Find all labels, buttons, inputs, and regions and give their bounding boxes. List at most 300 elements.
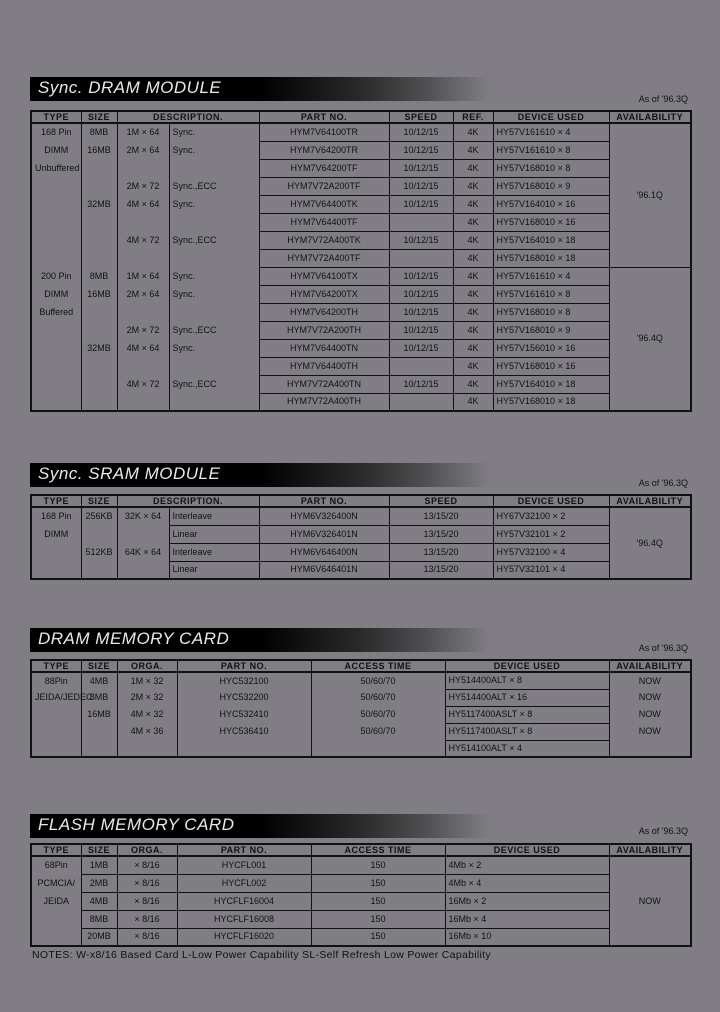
type-cell [31, 706, 81, 723]
size-cell: 8MB [81, 910, 117, 928]
part-no-cell: HYM6V646401N [259, 561, 389, 579]
header-orga: ORGA. [117, 844, 177, 856]
type-cell [31, 375, 81, 393]
type-cell [31, 321, 81, 339]
part-no-cell: HYM6V326400N [259, 507, 389, 525]
availability-cell: NOW [609, 706, 691, 723]
ssram-asof: As of '96.3Q [638, 478, 688, 488]
desc-cell: Sync.,ECC [169, 231, 259, 249]
device-cell: HY57V164010 × 18 [493, 375, 609, 393]
header-type: TYPE [31, 660, 81, 672]
part-no-cell: HYM6V326401N [259, 525, 389, 543]
org-cell [117, 393, 169, 411]
table-row [31, 213, 691, 231]
org-cell: 4M × 64 [117, 195, 169, 213]
size-cell: 256KB [81, 507, 117, 525]
ssram-table [30, 494, 692, 580]
ref-cell: 4K [453, 339, 493, 357]
part-no-cell: HYM7V72A200TH [259, 321, 389, 339]
ssram-banner [30, 463, 490, 487]
size-cell: 16MB [81, 285, 117, 303]
desc-cell: Sync. [169, 285, 259, 303]
ref-cell: 4K [453, 123, 493, 141]
header-device-used: DEVICE USED [493, 495, 609, 507]
access-time-cell: 50/60/70 [311, 672, 445, 689]
type-cell: 168 Pin [31, 507, 81, 525]
header-size: SIZE [81, 660, 117, 672]
type-cell [31, 928, 81, 946]
desc-cell: Sync. [169, 141, 259, 159]
size-cell: 2MB [81, 874, 117, 892]
header-speed: SPEED [389, 495, 493, 507]
header-description: DESCRIPTION. [117, 495, 259, 507]
org-cell: × 8/16 [117, 874, 177, 892]
table-row [31, 267, 691, 285]
access-time-cell: 150 [311, 892, 445, 910]
part-no-cell: HYM7V72A400TK [259, 231, 389, 249]
table-row [31, 195, 691, 213]
org-cell: × 8/16 [117, 910, 177, 928]
device-cell: HY57V32100 × 4 [493, 543, 609, 561]
access-time-cell: 150 [311, 856, 445, 874]
part-no-cell: HYC536410 [177, 723, 311, 740]
header-speed: SPEED [389, 111, 453, 123]
speed-cell: 10/12/15 [389, 321, 453, 339]
device-cell: HY57V168010 × 8 [493, 159, 609, 177]
org-cell: 4M × 72 [117, 231, 169, 249]
type-cell [31, 723, 81, 740]
org-cell [117, 249, 169, 267]
device-cell: HY57V168010 × 9 [493, 321, 609, 339]
flash-card-title: FLASH MEMORY CARD [38, 815, 235, 834]
flash-card-banner [30, 814, 490, 838]
device-cell: HY57V161610 × 4 [493, 267, 609, 285]
device-cell: HY57V168010 × 8 [493, 303, 609, 321]
table-row [31, 928, 691, 946]
org-cell: 64K × 64 [117, 543, 169, 561]
table-row [31, 561, 691, 579]
org-cell [117, 525, 169, 543]
type-cell: 168 Pin [31, 123, 81, 141]
org-cell: 4M × 36 [117, 723, 177, 740]
desc-cell: Sync. [169, 123, 259, 141]
availability-cell: '96.4Q [609, 267, 691, 411]
org-cell: × 8/16 [117, 928, 177, 946]
desc-cell: Sync.,ECC [169, 375, 259, 393]
table-row [31, 672, 691, 689]
org-cell: 2M × 32 [117, 689, 177, 706]
access-time-cell: 150 [311, 874, 445, 892]
speed-cell: 13/15/20 [389, 561, 493, 579]
header-device-used: DEVICE USED [445, 844, 609, 856]
availability-cell: NOW [609, 689, 691, 706]
type-cell: Unbuffered [31, 159, 81, 177]
type-cell [31, 357, 81, 375]
ref-cell: 4K [453, 357, 493, 375]
size-cell [81, 159, 117, 177]
device-cell: 16Mb × 10 [445, 928, 609, 946]
type-cell [31, 393, 81, 411]
desc-cell: Sync.,ECC [169, 177, 259, 195]
table-row [31, 231, 691, 249]
speed-cell: 10/12/15 [389, 177, 453, 195]
device-cell: HY57V161610 × 4 [493, 123, 609, 141]
org-cell: 4M × 64 [117, 339, 169, 357]
org-cell: 1M × 64 [117, 123, 169, 141]
device-cell: HY57V168010 × 18 [493, 249, 609, 267]
availability-cell: '96.1Q [609, 123, 691, 267]
org-cell: 2M × 64 [117, 285, 169, 303]
sdram-header-row [31, 111, 691, 123]
size-cell [81, 375, 117, 393]
header-device-used: DEVICE USED [445, 660, 609, 672]
type-cell [31, 339, 81, 357]
ref-cell: 4K [453, 141, 493, 159]
speed-cell: 10/12/15 [389, 285, 453, 303]
device-cell: HY514400ALT × 16 [445, 689, 609, 706]
table-row [31, 321, 691, 339]
type-cell: DIMM [31, 525, 81, 543]
speed-cell: 10/12/15 [389, 123, 453, 141]
size-cell [81, 723, 117, 740]
desc-cell [169, 303, 259, 321]
header-description: DESCRIPTION. [117, 111, 259, 123]
header-type: TYPE [31, 844, 81, 856]
type-cell [31, 910, 81, 928]
device-cell: 4Mb × 4 [445, 874, 609, 892]
header-part-no: PART NO. [177, 660, 311, 672]
table-row [31, 159, 691, 177]
speed-cell [389, 213, 453, 231]
desc-cell [169, 213, 259, 231]
size-cell [81, 303, 117, 321]
desc-cell [169, 249, 259, 267]
ref-cell: 4K [453, 375, 493, 393]
ssram-title: Sync. SRAM MODULE [38, 464, 221, 483]
part-no-cell: HYCFL002 [177, 874, 311, 892]
part-no-cell: HYM7V72A400TF [259, 249, 389, 267]
speed-cell: 10/12/15 [389, 303, 453, 321]
ref-cell: 4K [453, 213, 493, 231]
type-cell [31, 195, 81, 213]
org-cell: 32K × 64 [117, 507, 169, 525]
speed-cell [389, 357, 453, 375]
size-cell [81, 177, 117, 195]
header-availability: AVAILABILITY [609, 844, 691, 856]
dram-card-table [30, 659, 692, 758]
flash-card-asof: As of '96.3Q [638, 826, 688, 836]
access-time-cell: 50/60/70 [311, 689, 445, 706]
ref-cell: 4K [453, 303, 493, 321]
speed-cell: 10/12/15 [389, 267, 453, 285]
size-cell [81, 249, 117, 267]
desc-cell: Sync.,ECC [169, 321, 259, 339]
part-no-cell: HYM7V64200TF [259, 159, 389, 177]
header-availability: AVAILABILITY [609, 495, 691, 507]
ref-cell: 4K [453, 321, 493, 339]
device-cell: HY57V156010 × 16 [493, 339, 609, 357]
table-row [31, 706, 691, 723]
speed-cell: 10/12/15 [389, 195, 453, 213]
table-row [31, 525, 691, 543]
ref-cell: 4K [453, 231, 493, 249]
size-cell: 1MB [81, 856, 117, 874]
part-no-cell: HYM6V646400N [259, 543, 389, 561]
type-cell [31, 231, 81, 249]
org-cell: 2M × 72 [117, 321, 169, 339]
table-row [31, 892, 691, 910]
table-row [31, 249, 691, 267]
desc-cell [169, 393, 259, 411]
header-orga: ORGA. [117, 660, 177, 672]
ref-cell: 4K [453, 249, 493, 267]
size-cell [81, 525, 117, 543]
availability-cell: NOW [609, 856, 691, 946]
device-cell: HY57V32101 × 4 [493, 561, 609, 579]
dram-card-title: DRAM MEMORY CARD [38, 629, 230, 648]
desc-cell: Interleave [169, 543, 259, 561]
sdram-title: Sync. DRAM MODULE [38, 78, 222, 97]
device-cell: HY57V161610 × 8 [493, 285, 609, 303]
size-cell: 16MB [81, 706, 117, 723]
dram-card-header-row [31, 660, 691, 672]
size-cell: 20MB [81, 928, 117, 946]
org-cell [117, 740, 177, 757]
part-no-cell: HYCFLF16020 [177, 928, 311, 946]
header-type: TYPE [31, 111, 81, 123]
type-cell: PCMCIA/ [31, 874, 81, 892]
type-cell: DIMM [31, 285, 81, 303]
device-cell: HY514400ALT × 8 [445, 672, 609, 689]
size-cell: 32MB [81, 339, 117, 357]
table-row [31, 123, 691, 141]
speed-cell: 13/15/20 [389, 507, 493, 525]
header-part-no: PART NO. [177, 844, 311, 856]
type-cell [31, 740, 81, 757]
header-size: SIZE [81, 495, 117, 507]
device-cell: HY57V32101 × 2 [493, 525, 609, 543]
part-no-cell: HYC532410 [177, 706, 311, 723]
access-time-cell: 50/60/70 [311, 706, 445, 723]
speed-cell: 10/12/15 [389, 231, 453, 249]
type-cell [31, 561, 81, 579]
part-no-cell: HYM7V64400TK [259, 195, 389, 213]
type-cell: 68Pin [31, 856, 81, 874]
speed-cell [389, 249, 453, 267]
speed-cell: 10/12/15 [389, 339, 453, 357]
header-part-no: PART NO. [259, 111, 389, 123]
access-time-cell: 150 [311, 928, 445, 946]
part-no-cell: HYCFL001 [177, 856, 311, 874]
header-access-time: ACCESS TIME [311, 660, 445, 672]
flash-card-header-row [31, 844, 691, 856]
device-cell: 4Mb × 2 [445, 856, 609, 874]
desc-cell: Sync. [169, 339, 259, 357]
size-cell [81, 740, 117, 757]
availability-cell: '96.4Q [609, 507, 691, 579]
device-cell: HY57V168010 × 9 [493, 177, 609, 195]
table-row [31, 375, 691, 393]
access-time-cell [311, 740, 445, 757]
speed-cell: 10/12/15 [389, 159, 453, 177]
org-cell: × 8/16 [117, 892, 177, 910]
size-cell [81, 321, 117, 339]
type-cell [31, 249, 81, 267]
device-cell: HY57V168010 × 16 [493, 357, 609, 375]
table-row [31, 723, 691, 740]
size-cell: 32MB [81, 195, 117, 213]
speed-cell: 10/12/15 [389, 141, 453, 159]
access-time-cell: 150 [311, 910, 445, 928]
header-device-used: DEVICE USED [493, 111, 609, 123]
size-cell: 16MB [81, 141, 117, 159]
type-cell: 200 Pin [31, 267, 81, 285]
desc-cell: Sync. [169, 267, 259, 285]
size-cell [81, 561, 117, 579]
header-size: SIZE [81, 844, 117, 856]
org-cell: 1M × 64 [117, 267, 169, 285]
org-cell: 2M × 72 [117, 177, 169, 195]
desc-cell: Interleave [169, 507, 259, 525]
device-cell: HY57V168010 × 18 [493, 393, 609, 411]
sdram-banner [30, 77, 490, 101]
dram-card-asof: As of '96.3Q [638, 643, 688, 653]
part-no-cell: HYC532100 [177, 672, 311, 689]
org-cell: × 8/16 [117, 856, 177, 874]
desc-cell [169, 159, 259, 177]
header-size: SIZE [81, 111, 117, 123]
part-no-cell: HYM7V64100TX [259, 267, 389, 285]
part-no-cell: HYCFLF16004 [177, 892, 311, 910]
ref-cell: 4K [453, 195, 493, 213]
ref-cell: 4K [453, 393, 493, 411]
table-row [31, 141, 691, 159]
header-type: TYPE [31, 495, 81, 507]
part-no-cell: HYM7V64400TF [259, 213, 389, 231]
org-cell [117, 159, 169, 177]
device-cell: 16Mb × 2 [445, 892, 609, 910]
flash-card-section [30, 814, 690, 947]
dram-card-banner [30, 628, 490, 652]
desc-cell: Sync. [169, 195, 259, 213]
table-row [31, 689, 691, 706]
size-cell [81, 213, 117, 231]
org-cell [117, 357, 169, 375]
type-cell [31, 213, 81, 231]
device-cell: HY57V168010 × 16 [493, 213, 609, 231]
availability-cell [609, 740, 691, 757]
table-row [31, 177, 691, 195]
part-no-cell: HYM7V72A400TN [259, 375, 389, 393]
desc-cell [169, 357, 259, 375]
org-cell: 1M × 32 [117, 672, 177, 689]
speed-cell [389, 393, 453, 411]
access-time-cell: 50/60/70 [311, 723, 445, 740]
org-cell: 2M × 64 [117, 141, 169, 159]
header-ref: REF. [453, 111, 493, 123]
table-row [31, 507, 691, 525]
part-no-cell: HYC532200 [177, 689, 311, 706]
availability-cell: NOW [609, 672, 691, 689]
speed-cell: 13/15/20 [389, 525, 493, 543]
part-no-cell: HYM7V72A200TF [259, 177, 389, 195]
part-no-cell: HYM7V72A400TH [259, 393, 389, 411]
type-cell: DIMM [31, 141, 81, 159]
device-cell: HY5117400ASLT × 8 [445, 706, 609, 723]
header-part-no: PART NO. [259, 495, 389, 507]
part-no-cell: HYCFLF16008 [177, 910, 311, 928]
table-row [31, 393, 691, 411]
size-cell [81, 231, 117, 249]
header-access-time: ACCESS TIME [311, 844, 445, 856]
desc-cell: Linear [169, 561, 259, 579]
ref-cell: 4K [453, 159, 493, 177]
ref-cell: 4K [453, 285, 493, 303]
part-no-cell: HYM7V64200TX [259, 285, 389, 303]
part-no-cell: HYM7V64400TN [259, 339, 389, 357]
size-cell: 8MB [81, 267, 117, 285]
part-no-cell: HYM7V64400TH [259, 357, 389, 375]
table-row [31, 303, 691, 321]
table-row [31, 874, 691, 892]
device-cell: HY67V32100 × 2 [493, 507, 609, 525]
type-cell: 88Pin [31, 672, 81, 689]
device-cell: 16Mb × 4 [445, 910, 609, 928]
device-cell: HY57V164010 × 18 [493, 231, 609, 249]
size-cell: 4MB [81, 672, 117, 689]
table-row [31, 740, 691, 757]
header-availability: AVAILABILITY [609, 111, 691, 123]
org-cell [117, 303, 169, 321]
org-cell: 4M × 72 [117, 375, 169, 393]
availability-cell: NOW [609, 723, 691, 740]
org-cell [117, 561, 169, 579]
type-cell [31, 543, 81, 561]
speed-cell: 13/15/20 [389, 543, 493, 561]
part-no-cell: HYM7V64200TR [259, 141, 389, 159]
type-cell: Buffered [31, 303, 81, 321]
ssram-header-row [31, 495, 691, 507]
size-cell: 8MB [81, 689, 117, 706]
device-cell: HY514100ALT × 4 [445, 740, 609, 757]
sdram-section [30, 77, 690, 412]
type-cell: JEIDA [31, 892, 81, 910]
part-no-cell [177, 740, 311, 757]
header-availability: AVAILABILITY [609, 660, 691, 672]
device-cell: HY57V164010 × 16 [493, 195, 609, 213]
table-row [31, 856, 691, 874]
table-row [31, 339, 691, 357]
size-cell: 8MB [81, 123, 117, 141]
size-cell [81, 357, 117, 375]
ref-cell: 4K [453, 267, 493, 285]
size-cell [81, 393, 117, 411]
notes-footer: NOTES: W-x8/16 Based Card L-Low Power Capability SL-Self Refresh Low Power Capability [32, 949, 491, 961]
size-cell: 4MB [81, 892, 117, 910]
table-row [31, 543, 691, 561]
type-cell: JEIDA/JEDEC [31, 689, 81, 706]
device-cell: HY5117400ASLT × 8 [445, 723, 609, 740]
type-cell [31, 177, 81, 195]
flash-card-table [30, 843, 692, 947]
sdram-asof: As of '96.3Q [638, 94, 688, 104]
table-row [31, 357, 691, 375]
ssram-section [30, 463, 690, 580]
table-row [31, 285, 691, 303]
device-cell: HY57V161610 × 8 [493, 141, 609, 159]
part-no-cell: HYM7V64200TH [259, 303, 389, 321]
ref-cell: 4K [453, 177, 493, 195]
